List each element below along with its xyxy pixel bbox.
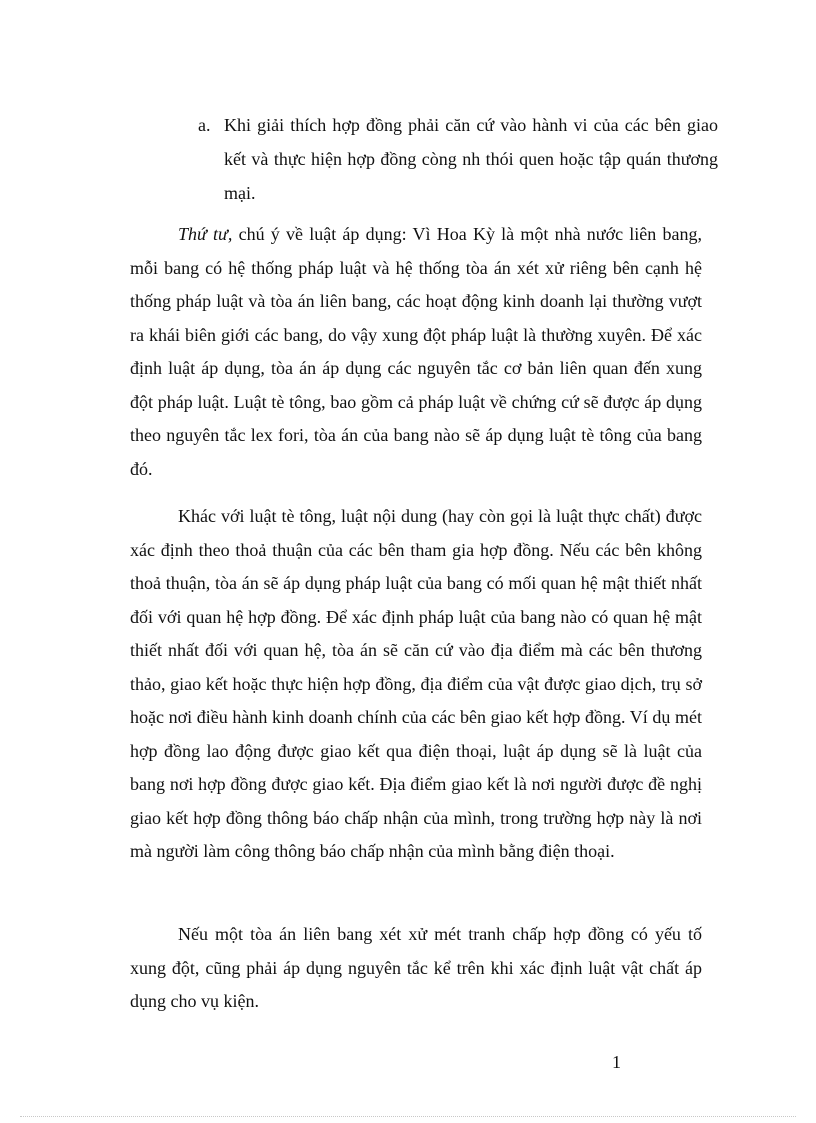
page-number: 1 — [612, 1052, 621, 1072]
list-marker: a. — [198, 115, 211, 135]
list-item-text: Khi giải thích hợp đồng phải căn cứ vào hành vi của các bên giao kết và thực hiện hợp đồng còng nh thói quen hoặc tập quán thương mại. — [224, 115, 718, 203]
paragraph-lead-italic: Thứ tư, — [178, 224, 233, 244]
paragraph-applicable-law — [130, 218, 702, 486]
paragraph-body: chú ý về luật áp dụng: Vì Hoa Kỳ là một nhà nước liên bang, mỗi bang có hệ thống pháp luật và hệ thống tòa án xét xử riêng bên cạnh hệ thống pháp luật và tòa án liên bang, các hoạt động kinh doanh lại thường vượt ra khái biên giới các bang, do vậy xung đột pháp luật là thường xuyên. Để xác định luật áp dụng, tòa án áp dụng các nguyên tắc cơ bản liên quan đến xung đột pháp luật. Luật tè tông, bao gồm cả pháp luật về chứng cứ sẽ được áp dụng theo nguyên tắc lex fori, tòa án của bang nào sẽ áp dụng luật tè tông của bang đó. — [130, 224, 702, 479]
footer-divider — [20, 1116, 796, 1117]
paragraph-federal-court: Nếu một tòa án liên bang xét xử mét tranh chấp hợp đồng có yếu tố xung đột, cũng phải áp dụng nguyên tắc kể trên khi xác định luật vật chất áp dụng cho vụ kiện. — [130, 924, 702, 1011]
list-item-a — [198, 108, 718, 210]
paragraph-substantive-law: Khác với luật tè tông, luật nội dung (hay còn gọi là luật thực chất) được xác định theo thoả thuận của các bên tham gia hợp đồng. Nếu các bên không thoả thuận, tòa án sẽ áp dụng pháp luật của bang có mối quan hệ mật thiết nhất đối với quan hệ hợp đồng. Để xác định pháp luật của bang nào có quan hệ mật thiết nhất đối với quan hệ, tòa án sẽ căn cứ vào địa điểm mà các bên thương thảo, giao kết hoặc thực hiện hợp đồng, địa điểm của vật được giao dịch, trụ sở hoặc nơi điều hành kinh doanh chính của các bên giao kết hợp đồng. Ví dụ mét hợp đồng lao động được giao kết qua điện thoại, luật áp dụng sẽ là luật của bang nơi hợp đồng được giao kết. Địa điểm giao kết là nơi người được đề nghị giao kết hợp đồng thông báo chấp nhận của mình, trong trường hợp này là nơi mà người làm công thông báo chấp nhận của mình bằng điện thoại. — [130, 506, 702, 861]
